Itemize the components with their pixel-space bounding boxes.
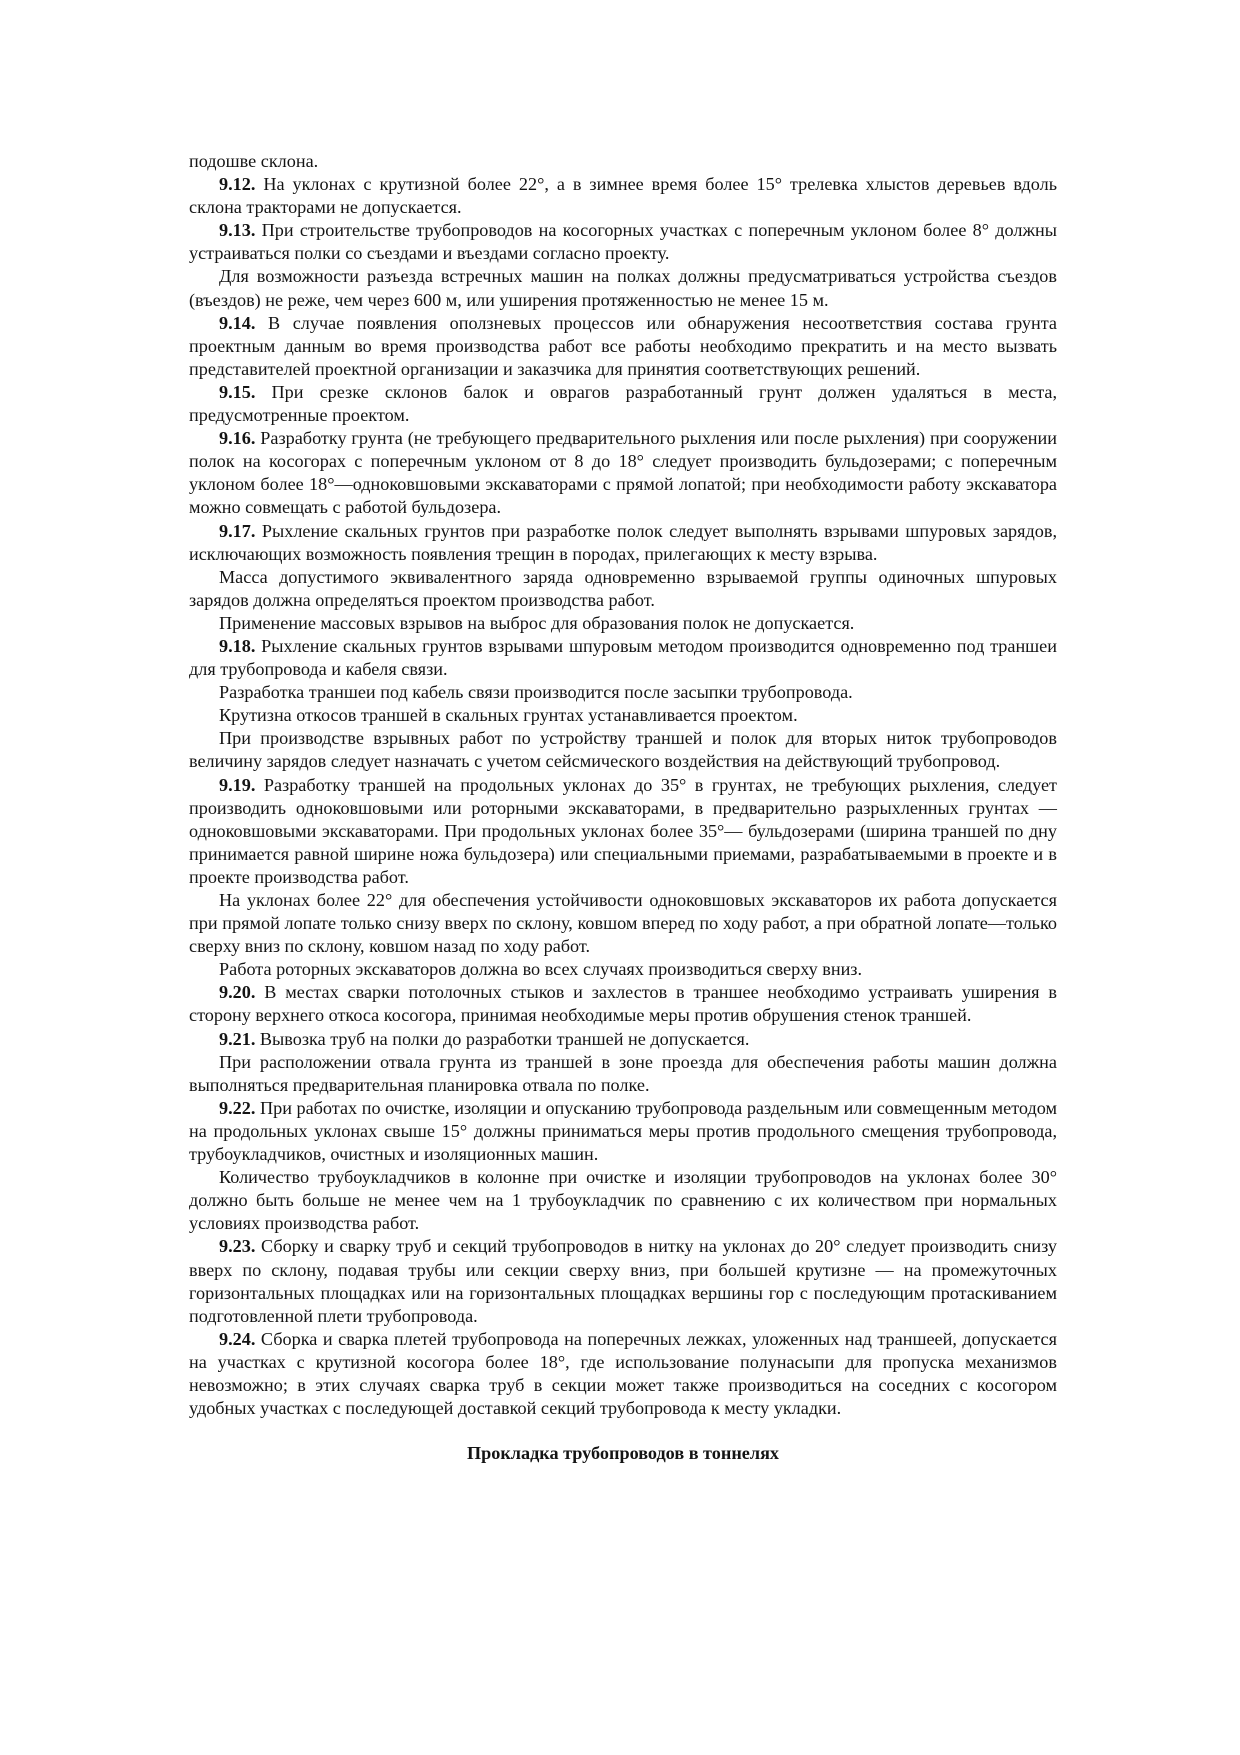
paragraph-text: В местах сварки потолочных стыков и захлестов в траншее необходимо устраивать уширения в сторону верхнего откоса косогора, принимая необходимые меры против обрушения стенок траншей. xyxy=(189,982,1057,1026)
paragraph-text: Рыхление скальных грунтов при разработке полок следует выполнять взрывами шпуровых зарядов, исключающих возможность появления трещин в породах, прилегающих к месту взрыва. xyxy=(189,520,1057,564)
clause-9-21 xyxy=(189,1028,1057,1051)
paragraph-text: При работах по очистке, изоляции и опусканию трубопровода раздельным или совмещенным методом на продольных уклонах свыше 15° должны приниматься меры против продольного смещения трубопровода, трубоукладчиков, очистных и изоляционных машин. xyxy=(189,1097,1057,1165)
paragraph-text: Разработку грунта (не требующего предварительного рыхления или после рыхления) при сооружении полок на косогорах с поперечным уклоном от 8 до 18° следует производить бульдозерами; с поперечным уклоном более 18°—одноковшовыми экскаваторами с прямой лопатой; при необходимости работу экскаватора можно совмещать с работой бульдозера. xyxy=(189,428,1057,518)
clause-number: 9.17. xyxy=(219,520,256,541)
clause-9-20 xyxy=(189,981,1057,1027)
paragraph-text: Применение массовых взрывов на выброс для образования полок не допускается. xyxy=(219,612,855,633)
paragraph-text: На уклонах более 22° для обеспечения устойчивости одноковшовых экскаваторов их работа допускается при прямой лопате только снизу вверх по склону, ковшом вперед по ходу работ, а при обратной лопате—только сверху вниз по склону, ковшом назад по ходу работ. xyxy=(189,890,1057,957)
paragraph xyxy=(189,265,1057,311)
paragraph-text: При расположении отвала грунта из траншей в зоне проезда для обеспечения работы машин должна выполняться предварительная планировка отвала по полке. xyxy=(189,1051,1057,1095)
paragraph xyxy=(189,704,1057,727)
paragraph-text: Для возможности разъезда встречных машин на полках должны предусматриваться устройства съездов (въездов) не реже, чем через 600 м, или уширения протяженностью не менее 15 м. xyxy=(189,266,1057,310)
paragraph-text: При производстве взрывных работ по устройству траншей и полок для вторых ниток трубопроводов величину зарядов следует назначать с учетом сейсмического воздействия на действующий трубопровод. xyxy=(189,728,1057,772)
paragraph-text: Разработку траншей на продольных уклонах до 35° в грунтах, не требующих рыхления, следует производить одноковшовыми или роторными экскаваторами, в предварительно разрыхленных грунтах — одноковшовыми экскаваторами. При продольных уклонах более 35°— бульдозерами (ширина траншей по дну принимается равной ширине ножа бульдозера) или специальными приемами, разрабатываемыми в проекте и в проекте производства работ. xyxy=(189,774,1057,887)
clause-9-22 xyxy=(189,1097,1057,1166)
clause-9-14 xyxy=(189,312,1057,381)
clause-9-24 xyxy=(189,1328,1057,1420)
paragraph xyxy=(189,958,1057,981)
paragraph-text: В случае появления оползневых процессов или обнаружения несоответствия состава грунта проектным данным во время производства работ все работы необходимо прекратить и на место вызвать представителей проектной организации и заказчика для принятия соответствующих решений. xyxy=(189,312,1057,379)
paragraph-text: Крутизна откосов траншей в скальных грунтах устанавливается проектом. xyxy=(219,705,798,726)
paragraph-text: Сборку и сварку труб и секций трубопроводов в нитку на уклонах до 20° следует производить снизу вверх по склону, подавая трубы или секции сверху вниз, при большей крутизне — на промежуточных горизонтальных площадках или на горизонтальных площадках вершины гор с последующим протаскиванием подготовленной плети трубопровода. xyxy=(189,1236,1057,1326)
paragraph-text: подошве склона. xyxy=(189,151,319,171)
clause-number: 9.19. xyxy=(219,774,256,795)
paragraph xyxy=(189,681,1057,704)
paragraph-text: На уклонах с крутизной более 22°, а в зимнее время более 15° трелевка хлыстов деревьев вдоль склона тракторами не допускается. xyxy=(189,174,1057,218)
clause-9-12 xyxy=(189,173,1057,219)
clause-9-15 xyxy=(189,381,1057,427)
paragraph xyxy=(189,1166,1057,1235)
paragraph-text: Масса допустимого эквивалентного заряда одновременно взрываемой группы одиночных шпуровых зарядов должна определяться проектом производства работ. xyxy=(189,566,1057,610)
clause-9-19 xyxy=(189,774,1057,889)
body-text xyxy=(189,150,1057,1465)
paragraph xyxy=(189,1051,1057,1097)
clause-number: 9.13. xyxy=(219,220,256,241)
clause-number: 9.24. xyxy=(219,1328,256,1349)
paragraph-text: При строительстве трубопроводов на косогорных участках с поперечным уклоном более 8° должны устраиваться полки со съездами и въездами согласно проекту. xyxy=(189,220,1057,264)
paragraph xyxy=(189,566,1057,612)
paragraph-text: Работа роторных экскаваторов должна во всех случаях производиться сверху вниз. xyxy=(219,959,863,980)
paragraph-text: Разработка траншеи под кабель связи производится после засыпки трубопровода. xyxy=(219,682,853,703)
paragraph xyxy=(189,150,1057,173)
clause-number: 9.20. xyxy=(219,982,256,1003)
clause-number: 9.14. xyxy=(219,312,256,333)
paragraph xyxy=(189,612,1057,635)
clause-number: 9.21. xyxy=(219,1028,256,1049)
clause-9-23 xyxy=(189,1235,1057,1327)
paragraph-text: Рыхление скальных грунтов взрывами шпуровым методом производится одновременно под траншеи для трубопровода и кабеля связи. xyxy=(189,635,1057,680)
clause-number: 9.23. xyxy=(219,1236,256,1257)
paragraph xyxy=(189,727,1057,773)
clause-number: 9.12. xyxy=(219,174,256,195)
clause-9-18 xyxy=(189,635,1057,681)
clause-9-13 xyxy=(189,219,1057,265)
section-heading: Прокладка трубопроводов в тоннелях xyxy=(466,1443,780,1464)
paragraph-text: При срезке склонов балок и оврагов разработанный грунт должен удаляться в места, предусмотренные проектом. xyxy=(189,381,1057,426)
clause-number: 9.16. xyxy=(219,428,256,449)
paragraph xyxy=(189,889,1057,958)
clause-number: 9.15. xyxy=(219,381,256,402)
clause-9-17 xyxy=(189,520,1057,566)
paragraph-text: Сборка и сварка плетей трубопровода на поперечных лежках, уложенных над траншеей, допускается на участках с крутизной косогора более 18°, где использование полунасыпи для пропуска механизмов невозможно; в этих случаях сварка труб в секции может также производиться на соседних с косогором удобных участках с последующей доставкой секций трубопровода к месту укладки. xyxy=(189,1328,1057,1419)
clause-9-16 xyxy=(189,427,1057,519)
clause-number: 9.22. xyxy=(219,1097,256,1118)
clause-number: 9.18. xyxy=(219,635,256,656)
paragraph-text: Вывозка труб на полки до разработки траншей не допускается. xyxy=(255,1028,750,1049)
paragraph-text: Количество трубоукладчиков в колонне при очистке и изоляции трубопроводов на уклонах более 30° должно быть больше не менее чем на 1 трубоукладчик по сравнению с их количеством при нормальных условиях производства работ. xyxy=(189,1167,1057,1234)
